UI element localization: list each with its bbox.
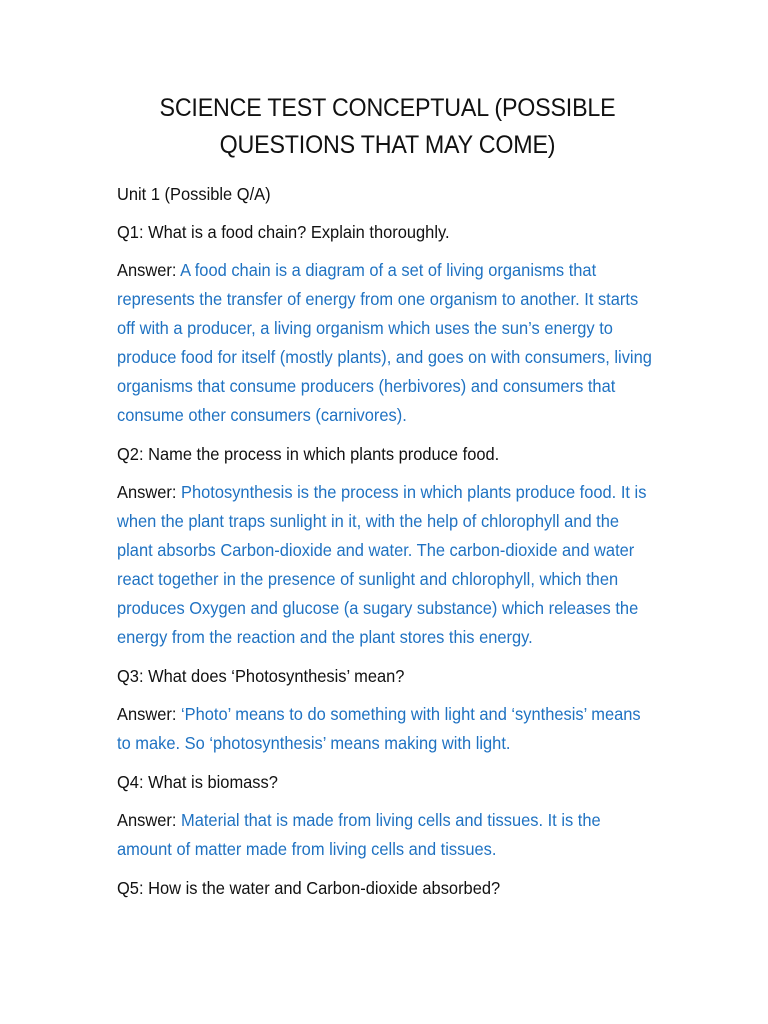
unit-heading: Unit 1 (Possible Q/A) — [117, 184, 271, 204]
answer-text: Material that is made from living cells and tissues. It is the amount of matter made from living cells and tissues. — [117, 810, 601, 859]
answer-text: ‘Photo’ means to do something with light and ‘synthesis’ means to make. So ‘photosynthesis’ means making with light. — [117, 704, 641, 753]
answer-label: Answer: — [117, 482, 181, 502]
answer-4 — [117, 806, 658, 864]
answer-2 — [117, 478, 658, 652]
question-1: Q1: What is a food chain? Explain thoroughly. — [117, 222, 450, 242]
answer-label: Answer: — [117, 704, 181, 724]
answer-text: A food chain is a diagram of a set of living organisms that represents the transfer of energy from one organism to another. It starts off with a producer, a living organism which uses the sun’s energy to produce food for itself (mostly plants), and goes on with consumers, living organisms that consume producers (herbivores) and consumers that consume other consumers (carnivores). — [117, 260, 652, 425]
page-title — [136, 90, 639, 164]
answer-3 — [117, 700, 658, 758]
answer-text: Photosynthesis is the process in which plants produce food. It is when the plant traps sunlight in it, with the help of chlorophyll and the plant absorbs Carbon-dioxide and water. The carbon-dioxide and water react together in the presence of sunlight and chlorophyll, which then produces Oxygen and glucose (a sugary substance) which releases the energy from the reaction and the plant stores this energy. — [117, 482, 647, 647]
answer-label: Answer: — [117, 260, 181, 280]
question-2: Q2: Name the process in which plants produce food. — [117, 444, 500, 464]
title-line-1: SCIENCE TEST CONCEPTUAL (POSSIBLE — [159, 94, 616, 122]
question-4: Q4: What is biomass? — [117, 772, 278, 792]
answer-1 — [117, 256, 658, 430]
answer-label: Answer: — [117, 810, 181, 830]
title-line-2: QUESTIONS THAT MAY COME) — [219, 131, 556, 159]
question-3: Q3: What does ‘Photosynthesis’ mean? — [117, 666, 405, 686]
question-5: Q5: How is the water and Carbon-dioxide absorbed? — [117, 878, 501, 898]
